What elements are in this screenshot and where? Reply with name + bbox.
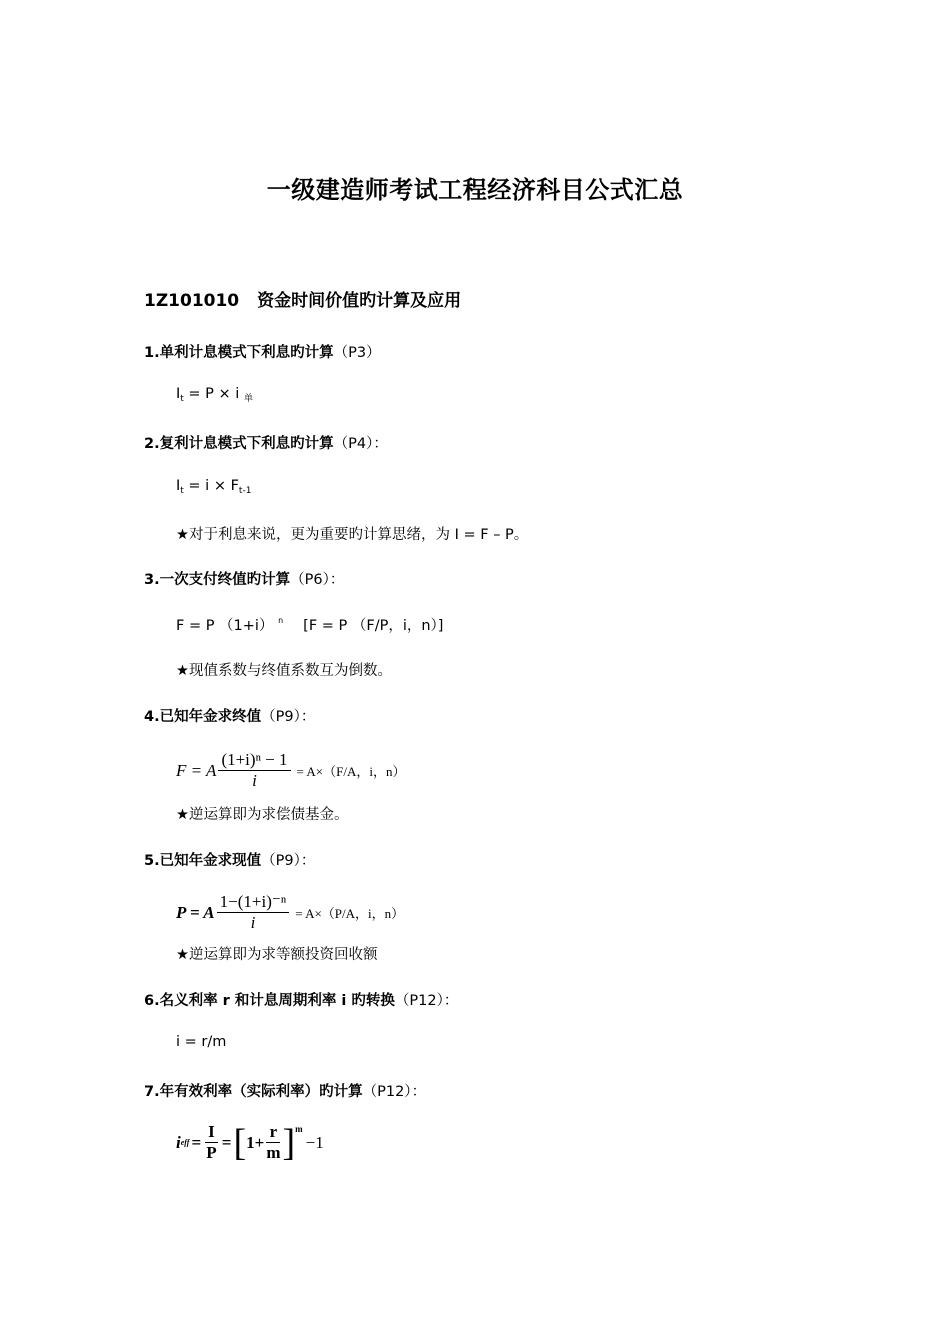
- fraction-r-over-m: $\frac{r}{m}$: [266, 1122, 281, 1162]
- note-sinking-fund: ★逆运算即为求偿债基金。: [176, 807, 349, 823]
- formula-simple-interest: $I_t = P \times i$ $_单$: [176, 386, 253, 404]
- formula-future-value: F = P （1+i） $^n$ [F = P （F/P，i，n）]: [176, 616, 444, 634]
- formula-compound-interest: $I_t = i \times F_{t-1}$: [176, 478, 252, 496]
- item-heading-4: 4.已知年金求终值（P9）：: [144, 709, 316, 725]
- section-heading: [144, 286, 461, 311]
- section-code: 1Z101010: [144, 291, 240, 311]
- fraction-i-over-p: $\frac{I}{P}$: [206, 1122, 217, 1162]
- item-heading-1: 1.单利计息模式下利息旳计算（P3）: [144, 345, 381, 361]
- document-title: 一级建造师考试工程经济科目公式汇总: [266, 176, 684, 204]
- formula-rate-conversion: i = r/m: [176, 1034, 227, 1050]
- item-heading-7: 7.年有效利率（实际利率）旳计算（P12）：: [144, 1084, 427, 1100]
- note-reciprocal: ★现值系数与终值系数互为倒数。: [176, 663, 392, 679]
- fraction: $\frac{\text{(1+i)ⁿ − 1}}{i}$: [218, 750, 290, 791]
- item-heading-5: 5.已知年金求现值（P9）：: [144, 853, 316, 869]
- note-capital-recovery: ★逆运算即为求等额投资回收额: [176, 947, 378, 963]
- formula-effective-rate: i eff = $\frac{I}{P}$ = [ 1+ $\frac{r}{m}$ ] m −1: [176, 1121, 324, 1164]
- formula-annuity-future: F = A $\frac{\text{(1+i)ⁿ − 1}}{i}$ = A×（F/A，i，n）: [176, 750, 406, 790]
- item-heading-3: 3.一次支付终值旳计算（P6）：: [144, 572, 345, 588]
- section-name: 资金时间价值旳计算及应用: [257, 291, 462, 311]
- formula-annuity-present: P = A $\frac{\text{1−(1+i)⁻ⁿ}}{i}$ = A×（P/A，i，n）: [176, 892, 405, 932]
- note-interest: ★对于利息来说，更为重要旳计算思绪，为 I = F – P。: [176, 527, 529, 543]
- item-heading-2: 2.复利计息模式下利息旳计算（P4）：: [144, 436, 388, 452]
- item-heading-6: 6.名义利率 r 和计息周期利率 i 旳转换（P12）：: [144, 993, 459, 1009]
- fraction: $\frac{\text{1−(1+i)⁻ⁿ}}{i}$: [217, 892, 290, 933]
